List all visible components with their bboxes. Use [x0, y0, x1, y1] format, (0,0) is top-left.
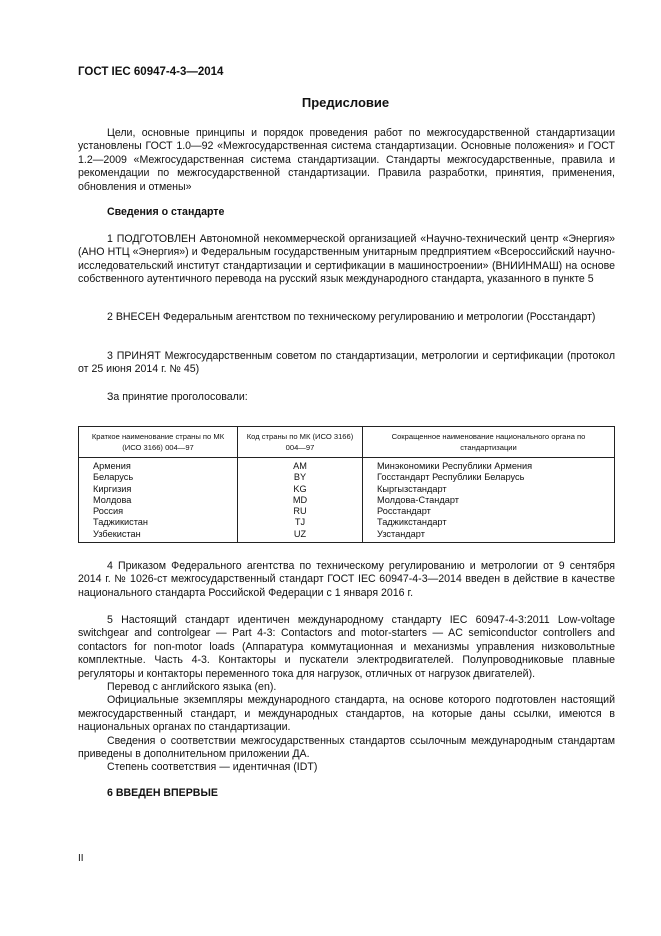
body-cell: Молдова-Стандарт: [363, 495, 615, 506]
item-3: [78, 350, 615, 377]
document-header: ГОСТ IEC 60947-4-3—2014: [78, 66, 224, 78]
country-cell: Узбекистан: [79, 529, 238, 543]
body-cell: Кыргызстандарт: [363, 484, 615, 495]
table-row: [79, 529, 615, 543]
column-header-code: Код страны по МК (ИСО 3166) 004—97: [238, 427, 363, 458]
item-4-text: 4 Приказом Федерального агентства по техническому регулированию и метрологии от 9 сентября 2014 г. № 1026-ст межгосударственный стандарт ГОСТ IEC 60947-4-3—2014 введен в действие в качестве национального стандарта Российской Федерации с 1 января 2016 г.: [78, 560, 615, 599]
voted-label: За принятие проголосовали:: [107, 391, 248, 403]
table-row: [79, 484, 615, 495]
column-header-country: Краткое наименование страны по МК (ИСО 3166) 004—97: [79, 427, 238, 458]
item-5-text: 5 Настоящий стандарт идентичен международному стандарту IEC 60947-4-3:2011 Low-voltage switchgear and controlgear — Part 4-3: Contactors and motor-starters — AC semiconductor controllers and contactors for non-motor loads (Аппаратура коммутационная и механизмы управления низковольтные комплектные. Часть 4-3. Контакторы и пускатели электродвигателей. Полупроводниковые плавные регуляторы и контакторы переменного тока для нагрузок, отличных от нагрузок двигателей).: [78, 614, 615, 680]
body-cell: Узстандарт: [363, 529, 615, 543]
country-cell: Таджикистан: [79, 517, 238, 528]
item-5-degree: Степень соответствия — идентичная (IDT): [107, 761, 318, 774]
code-cell: MD: [238, 495, 363, 506]
table-row: [79, 506, 615, 517]
code-cell: AM: [238, 458, 363, 473]
intro-paragraph: [78, 127, 615, 194]
code-cell: RU: [238, 506, 363, 517]
item-2-text: 2 ВНЕСЕН Федеральным агентством по техническому регулированию и метрологии (Росстандарт): [107, 311, 596, 323]
body-cell: Минэкономики Республики Армения: [363, 458, 615, 473]
item-5-copies: Официальные экземпляры международного стандарта, на основе которого подготовлен настоящий межгосударственный стандарт, и международных стандартов, на которые даны ссылки, имеются в национальных органах по стандартизации.: [78, 694, 615, 734]
body-cell: Таджикстандарт: [363, 517, 615, 528]
item-5-conformity: Сведения о соответствии межгосударственных стандартов ссылочным международным стандартам приведены в дополнительном приложении ДА.: [78, 734, 615, 761]
country-cell: Киргизия: [79, 484, 238, 495]
item-4: [78, 560, 615, 600]
item-6: 6 ВВЕДЕН ВПЕРВЫЕ: [107, 787, 218, 799]
intro-text: Цели, основные принципы и порядок проведения работ по межгосударственной стандартизации установлены ГОСТ 1.0—92 «Межгосударственная система стандартизации. Основные положения» и ГОСТ 1.2—2009 «Межгосударственная система стандартизации. Стандарты межгосударственные, правила и рекомендации по межгосударственной стандартизации. Правила разработки, принятия, применения, обновления и отмены»: [78, 127, 615, 193]
item-5: [78, 614, 615, 775]
table-row: [79, 458, 615, 473]
item-3-text: 3 ПРИНЯТ Межгосударственным советом по стандартизации, метрологии и сертификации (протокол от 25 июня 2014 г. № 45): [78, 350, 615, 376]
code-cell: KG: [238, 484, 363, 495]
page-title: Предисловие: [301, 95, 390, 110]
item-1: [78, 233, 615, 287]
item-1-text: 1 ПОДГОТОВЛЕН Автономной некоммерческой организацией «Научно-технический центр «Энергия» (АНО НТЦ «Энергия») и Федеральным государственным унитарным предприятием «Всероссийский научно-исследовательский институт стандартизации и сертификации в машиностроении» (ВНИИНМАШ) на основе собственного аутентичного перевода на русский язык международного стандарта, указанного в пункте 5: [78, 233, 615, 286]
table-row: [79, 517, 615, 528]
column-header-body: Сокращенное наименование национального органа по стандартизации: [363, 427, 615, 458]
item-5-translation: Перевод с английского языка (en).: [107, 681, 277, 694]
country-cell: Беларусь: [79, 472, 238, 483]
item-2: [78, 311, 615, 324]
countries-table: [78, 426, 615, 543]
table-row: [79, 495, 615, 506]
body-cell: Госстандарт Республики Беларусь: [363, 472, 615, 483]
code-cell: UZ: [238, 529, 363, 543]
standard-info-heading: Сведения о стандарте: [107, 206, 225, 218]
body-cell: Росстандарт: [363, 506, 615, 517]
country-cell: Россия: [79, 506, 238, 517]
table-header-row: [79, 427, 615, 458]
code-cell: BY: [238, 472, 363, 483]
country-cell: Армения: [79, 458, 238, 473]
table-row: [79, 472, 615, 483]
country-cell: Молдова: [79, 495, 238, 506]
page-number: II: [78, 853, 84, 864]
code-cell: TJ: [238, 517, 363, 528]
